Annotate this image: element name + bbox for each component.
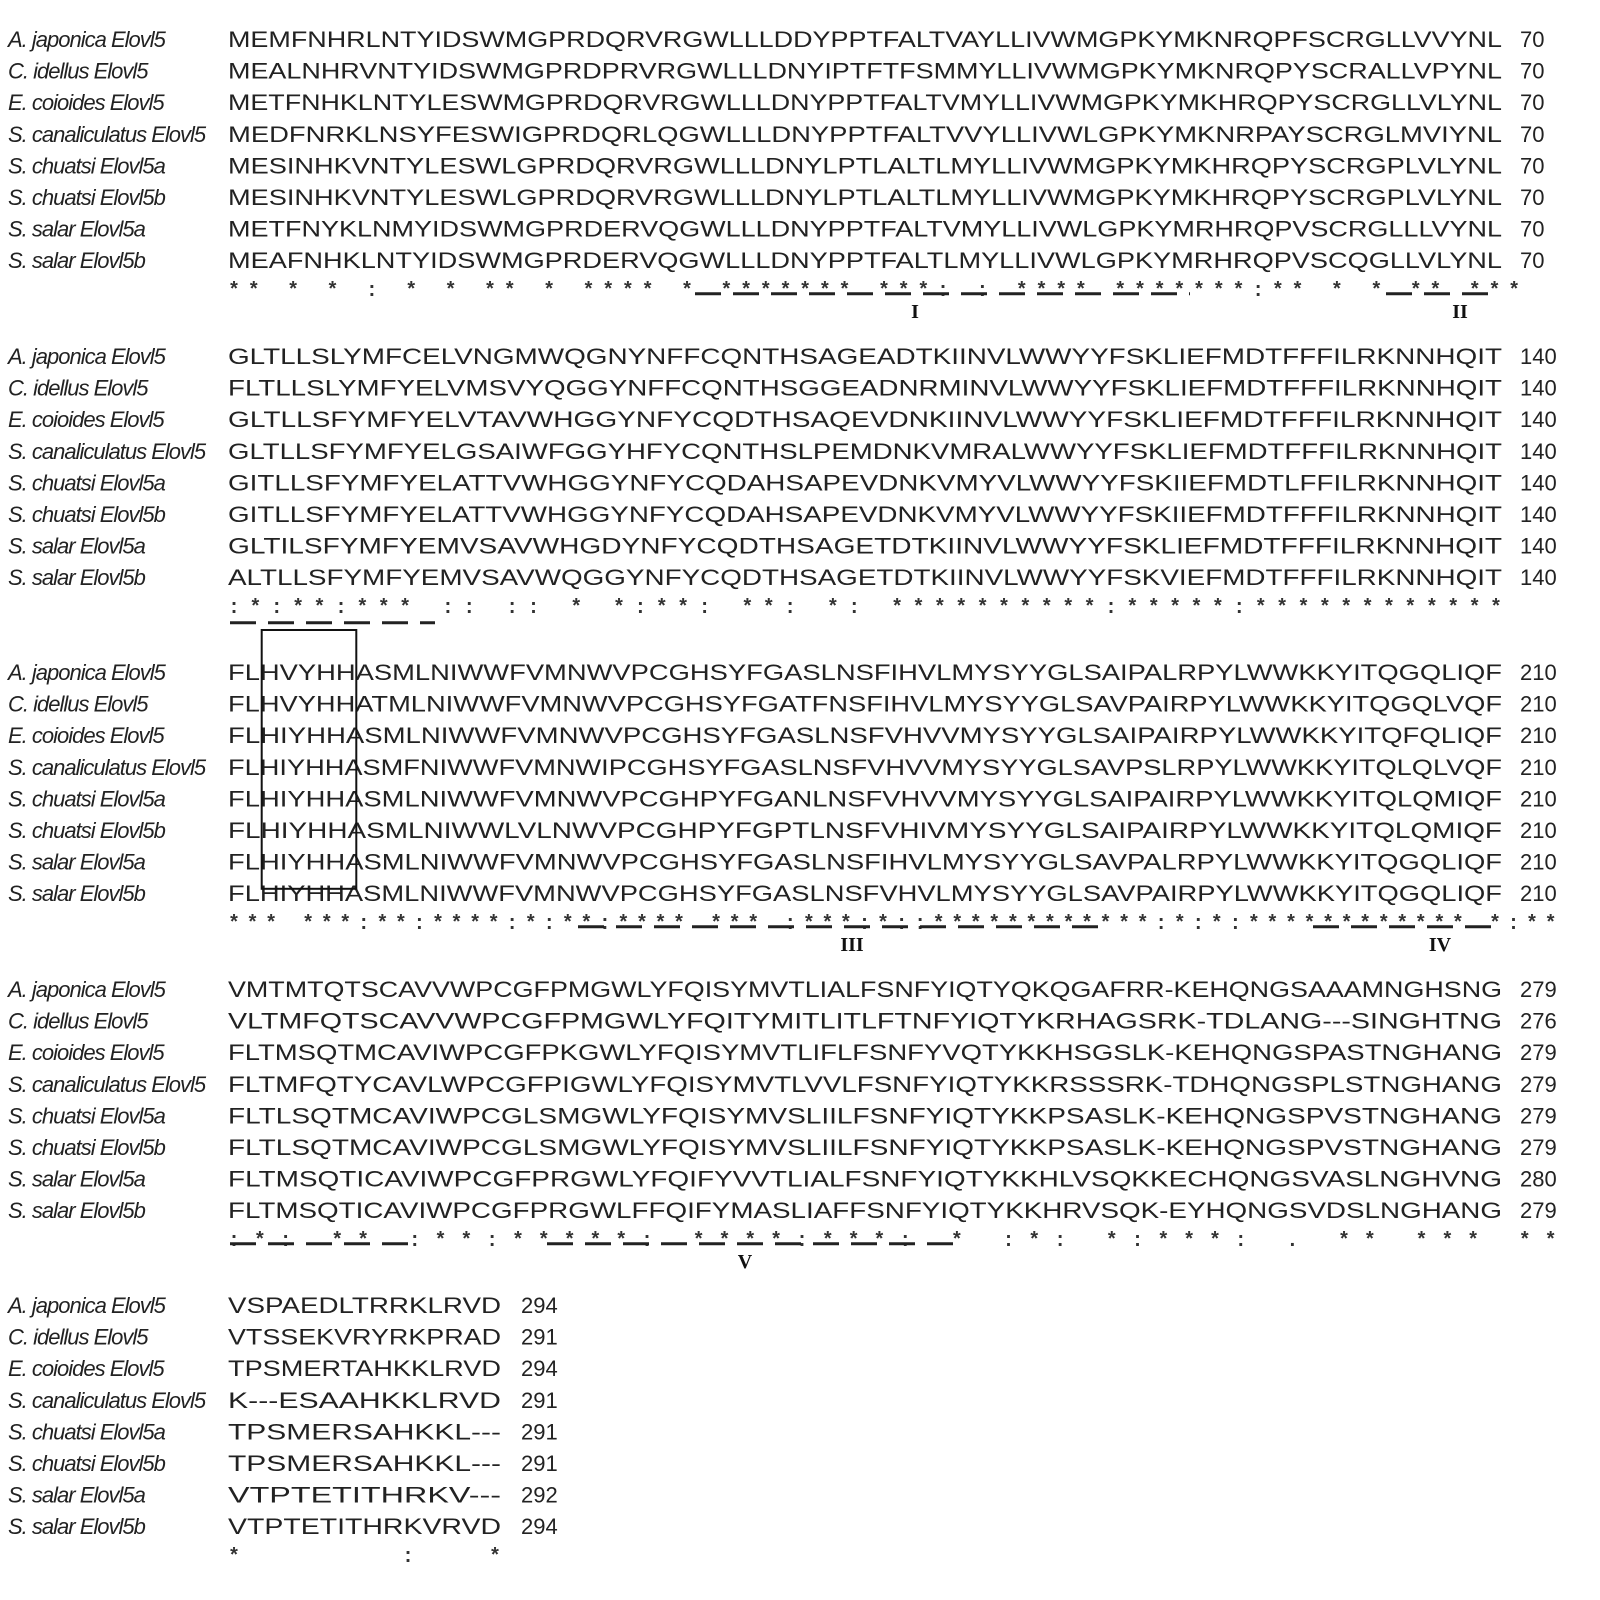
alignment-block-4 bbox=[6, 977, 1557, 1273]
residue-count: 279 bbox=[1520, 1040, 1557, 1066]
sequence: METFNYKLNMYIDSWMGPRDERVQGWLLLDNYPPTFALTVMYLLIVWLGPKYMRHRQPVSCRGLLLVYNL bbox=[228, 216, 1502, 242]
sequence: METFNHKLNTYLESWMGPRDQRVRGWLLLDNYPPTFALTVMYLLIVWMGPKYMKHRQPYSCRGLLVLYNL bbox=[228, 90, 1502, 116]
species-name: S. chuatsi Elovl5a bbox=[8, 470, 165, 496]
sequence: VLTMFQTSCAVVWPCGFPMGWLYFQITYMITLITLFTNFYIQTYKRHAGSRK-TDLANG---SINGHTNG bbox=[228, 1008, 1502, 1034]
sequence: GLTLLSFYMFYELVTAVWHGGYNFYCQDTHSAQEVDNKIINVLWWYYFSKLIEFMDTFFFILRKNNHQIT bbox=[228, 407, 1502, 433]
residue-count: 210 bbox=[1520, 691, 1557, 717]
species-name: S. chuatsi Elovl5b bbox=[8, 818, 165, 843]
species-name: C. idellus Elovl5 bbox=[8, 1324, 148, 1350]
species-name: C. idellus Elovl5 bbox=[8, 1008, 148, 1034]
species-name: S. canaliculatus Elovl5 bbox=[8, 754, 206, 780]
region-label: IV bbox=[1428, 933, 1452, 956]
residue-count: 210 bbox=[1520, 754, 1557, 780]
species-name: S. canaliculatus Elovl5 bbox=[8, 121, 206, 147]
residue-count: 294 bbox=[521, 1356, 558, 1382]
sequence: VMTMTQTSCAVVWPCGFPMGWLYFQISYMVTLIALFSNFYIQTYQKQGAFRR-KEHQNGSAAAMNGHSNG bbox=[228, 977, 1502, 1002]
species-name: S. canaliculatus Elovl5 bbox=[8, 1071, 206, 1097]
species-name: A. japonica Elovl5 bbox=[8, 27, 165, 52]
species-name: E. coioides Elovl5 bbox=[8, 1356, 164, 1382]
species-name: S. salar Elovl5a bbox=[8, 216, 145, 242]
alignment-block-3 bbox=[6, 660, 1557, 956]
species-name: A. japonica Elovl5 bbox=[8, 977, 165, 1002]
sequence: FLTLLSLYMFYELVMSVYQGGYNFFCQNTHSGGEADNRMINVLWWYYFSKLIEFMDTFFFILRKNNHQIT bbox=[228, 375, 1502, 401]
sequence: VSPAEDLTRRKLRVD bbox=[228, 1293, 501, 1318]
conservation-line: :*: ** :**:*****: ****:***: * :*: *:***: . ** *** ** bbox=[228, 1229, 1557, 1253]
residue-count: 140 bbox=[1520, 344, 1557, 369]
residue-count: 291 bbox=[521, 1387, 558, 1413]
sequence: GITLLSFYMFYELATTVWHGGYNFYCQDAHSAPEVDNKVMYVLWWYYFSKIIEFMDTFFFILRKNNHQIT bbox=[228, 502, 1502, 527]
residue-count: 279 bbox=[1520, 1071, 1557, 1097]
residue-count: 70 bbox=[1520, 185, 1545, 210]
residue-count: 140 bbox=[1520, 438, 1557, 464]
sequence: FLTLSQTMCAVIWPCGLSMGWLYFQISYMVSLIILFSNFYIQTYKKPSASLK-KEHQNGSPVSTNGHANG bbox=[228, 1103, 1502, 1129]
species-name: C. idellus Elovl5 bbox=[8, 58, 148, 84]
sequence: TPSMERTAHKKLRVD bbox=[228, 1356, 501, 1382]
species-name: S. salar Elovl5a bbox=[8, 1482, 145, 1508]
residue-count: 210 bbox=[1520, 818, 1557, 843]
residue-count: 210 bbox=[1520, 786, 1557, 812]
alignment-block-5 bbox=[6, 1293, 558, 1569]
species-name: A. japonica Elovl5 bbox=[8, 1293, 165, 1318]
residue-count: 280 bbox=[1520, 1166, 1557, 1192]
residue-count: 294 bbox=[521, 1293, 558, 1318]
conservation-line: ** * * : * * ** * **** * ******* ***: : **** *******:** * * ** *** bbox=[228, 279, 1521, 303]
species-name: S. salar Elovl5b bbox=[8, 1514, 145, 1540]
residue-count: 140 bbox=[1520, 502, 1557, 527]
residue-count: 279 bbox=[1520, 1135, 1557, 1160]
sequence: TPSMERSAHKKL--- bbox=[228, 1451, 501, 1476]
residue-count: 292 bbox=[521, 1482, 558, 1508]
species-name: S. salar Elovl5b bbox=[8, 565, 145, 591]
sequence: GLTLLSLYMFCELVNGMWQGNYNFFCQNTHSAGEADTKIINVLWWYYFSKLIEFMDTFFFILRKNNHQIT bbox=[228, 344, 1502, 369]
species-name: S. chuatsi Elovl5b bbox=[8, 502, 165, 527]
residue-count: 279 bbox=[1520, 977, 1557, 1002]
residue-count: 276 bbox=[1520, 1008, 1557, 1034]
sequence: FLTMSQTMCAVIWPCGFPKGWLYFQISYMVTLIFLFSNFYVQTYKKHSGSLK-KEHQNGSPASTNGHANG bbox=[228, 1040, 1502, 1066]
sequence: GITLLSFYMFYELATTVWHGGYNFYCQDAHSAPEVDNKVMYVLWWYYFSKIIEFMDTLFFILRKNNHQIT bbox=[228, 470, 1502, 496]
residue-count: 70 bbox=[1520, 121, 1545, 147]
sequence: FLHIYHHASMLNIWWFVMNWVPCGHSYFGASLNSFVHVLMYSYYGLSAVPAIRPYLWWKKYITQGQLIQF bbox=[228, 881, 1502, 907]
residue-count: 140 bbox=[1520, 470, 1557, 496]
species-name: S. chuatsi Elovl5a bbox=[8, 153, 165, 179]
species-name: E. coioides Elovl5 bbox=[8, 90, 164, 116]
sequence: MESINHKVNTYLESWLGPRDQRVRGWLLLDNYLPTLALTLMYLLIVWMGPKYMKHRQPYSCRGPLVLYNL bbox=[228, 185, 1502, 210]
conservation-line: * :* bbox=[228, 1545, 501, 1569]
species-name: S. salar Elovl5a bbox=[8, 1166, 145, 1192]
sequence: FLHVYHHATMLNIWWFVMNWVPCGHSYFGATFNSFIHVLMYSYYGLSAVPAIRPYLWWKKYITQGQLVQF bbox=[228, 691, 1502, 717]
sequence: FLHIYHHASMLNIWWFVMNWVPCGHSYFGASLNSFIHVLMYSYYGLSAVPALRPYLWWKKYITQGQLIQF bbox=[228, 849, 1502, 875]
species-name: S. chuatsi Elovl5a bbox=[8, 1103, 165, 1129]
region-label: V bbox=[737, 1250, 753, 1273]
species-name: E. coioides Elovl5 bbox=[8, 407, 164, 433]
sequence: FLHIYHHASMLNIWWLVLNWVPCGHPYFGPTLNSFVHIVMYSYYGLSAIPAIRPYLWWKKYITQLQMIQF bbox=[228, 818, 1502, 843]
residue-count: 70 bbox=[1520, 153, 1545, 179]
species-name: E. coioides Elovl5 bbox=[8, 723, 164, 749]
sequence: FLHIYHHASMFNIWWFVMNWIPCGHSYFGASLNSFVHVVMYSYYGLSAVPSLRPYLWWKKYITQLQLVQF bbox=[228, 754, 1502, 780]
sequence: MEAFNHKLNTYIDSWMGPRDERVQGWLLLDNYPPTFALTLMYLLIVWLGPKYMRHRQPVSCQGLLVLYNL bbox=[228, 248, 1502, 274]
species-name: C. idellus Elovl5 bbox=[8, 691, 148, 717]
species-name: S. chuatsi Elovl5a bbox=[8, 1419, 165, 1445]
residue-count: 70 bbox=[1520, 27, 1545, 52]
residue-count: 294 bbox=[521, 1514, 558, 1540]
residue-count: 210 bbox=[1520, 849, 1557, 875]
species-name: S. salar Elovl5b bbox=[8, 248, 145, 274]
species-name: S. chuatsi Elovl5b bbox=[8, 1451, 165, 1476]
species-name: A. japonica Elovl5 bbox=[8, 660, 165, 685]
residue-count: 210 bbox=[1520, 723, 1557, 749]
residue-count: 291 bbox=[521, 1451, 558, 1476]
region-label: I bbox=[911, 300, 919, 323]
species-name: S. salar Elovl5a bbox=[8, 849, 145, 875]
sequence: GLTILSFYMFYEMVSAVWHGDYNFYCQDTHSAGETDTKIINVLWWYYFSKLIEFMDTFFFILRKNNHQIT bbox=[228, 533, 1502, 559]
species-name: S. salar Elovl5a bbox=[8, 533, 145, 559]
residue-count: 210 bbox=[1520, 660, 1557, 685]
sequence: ALTLLSFYMFYEMVSAVWQGGYNFYCQDTHSAGETDTKIINVLWWYYFSKVIEFMDTFFFILRKNNHQIT bbox=[228, 565, 1502, 591]
residue-count: 291 bbox=[521, 1419, 558, 1445]
sequence: MEMFNHRLNTYIDSWMGPRDQRVRGWLLLDDYPPTFALTVAYLLIVWMGPKYMKNRQPFSCRGLLVVYNL bbox=[228, 27, 1502, 52]
species-name: S. canaliculatus Elovl5 bbox=[8, 438, 206, 464]
residue-count: 70 bbox=[1520, 58, 1545, 84]
species-name: C. idellus Elovl5 bbox=[8, 375, 148, 401]
residue-count: 70 bbox=[1520, 90, 1545, 116]
sequence: VTPTETITHRKVRVD bbox=[228, 1514, 501, 1540]
sequence: FLTMSQTICAVIWPCGFPRGWLFFQIFYMASLIAFFSNFYIQTYKKHRVSQK-EYHQNGSVDSLNGHANG bbox=[228, 1198, 1502, 1224]
sequence: MESINHKVNTYLESWLGPRDQRVRGWLLLDNYLPTLALTLMYLLIVWMGPKYMKHRQPYSCRGPLVLYNL bbox=[228, 153, 1502, 179]
residue-count: 140 bbox=[1520, 407, 1557, 433]
species-name: S. salar Elovl5b bbox=[8, 881, 145, 907]
residue-count: 140 bbox=[1520, 375, 1557, 401]
species-name: E. coioides Elovl5 bbox=[8, 1040, 164, 1066]
alignment-block-2 bbox=[6, 344, 1557, 623]
conservation-line: *** ***:**:****:*:**:**** *** :***:*::************:*:*:************ *:** bbox=[228, 912, 1557, 936]
sequence: K---ESAAHKKLRVD bbox=[228, 1387, 501, 1413]
alignment-block-1 bbox=[6, 27, 1544, 323]
sequence: MEALNHRVNTYIDSWMGPRDPRVRGWLLLDNYIPTFTFSMMYLLIVWMGPKYMKNRQPYSCRALLVPYNL bbox=[228, 58, 1502, 84]
conservation-line: :*:**:*** :: :: * *:**: **: *: **********:*****:************ bbox=[228, 596, 1502, 620]
species-name: S. chuatsi Elovl5b bbox=[8, 185, 165, 210]
residue-count: 140 bbox=[1520, 533, 1557, 559]
sequence: FLTLSQTMCAVIWPCGLSMGWLYFQISYMVSLIILFSNFYIQTYKKPSASLK-KEHQNGSPVSTNGHANG bbox=[228, 1135, 1502, 1160]
sequence: MEDFNRKLNSYFESWIGPRDQRLQGWLLLDNYPPTFALTVVYLLIVWLGPKYMKNRPAYSCRGLMVIYNL bbox=[228, 121, 1502, 147]
species-name: S. chuatsi Elovl5a bbox=[8, 786, 165, 812]
sequence: FLTMFQTYCAVLWPCGFPIGWLYFQISYMVTLVVLFSNFYIQTYKKRSSSRK-TDHQNGSPLSTNGHANG bbox=[228, 1071, 1502, 1097]
region-label: II bbox=[1452, 300, 1468, 323]
sequence: FLTMSQTICAVIWPCGFPRGWLYFQIFYVVTLIALFSNFYIQTYKKHLVSQKKECHQNGSVASLNGHVNG bbox=[228, 1166, 1502, 1192]
residue-count: 210 bbox=[1520, 881, 1557, 907]
sequence: VTPTETITHRKV--- bbox=[228, 1482, 501, 1508]
residue-count: 140 bbox=[1520, 565, 1557, 591]
residue-count: 291 bbox=[521, 1324, 558, 1350]
residue-count: 279 bbox=[1520, 1198, 1557, 1224]
sequence: TPSMERSAHKKL--- bbox=[228, 1419, 501, 1445]
residue-count: 70 bbox=[1520, 248, 1545, 274]
region-label: III bbox=[840, 933, 864, 956]
residue-count: 279 bbox=[1520, 1103, 1557, 1129]
species-name: S. chuatsi Elovl5b bbox=[8, 1135, 165, 1160]
species-name: S. canaliculatus Elovl5 bbox=[8, 1387, 206, 1413]
sequence: FLHVYHHASMLNIWWFVMNWVPCGHSYFGASLNSFIHVLMYSYYGLSAIPALRPYLWWKKYITQGQLIQF bbox=[228, 660, 1502, 685]
sequence: GLTLLSFYMFYELGSAIWFGGYHFYCQNTHSLPEMDNKVMRALWWYYFSKLIEFMDTFFFILRKNNHQIT bbox=[228, 438, 1502, 464]
species-name: S. salar Elovl5b bbox=[8, 1198, 145, 1224]
residue-count: 70 bbox=[1520, 216, 1545, 242]
sequence: VTSSEKVRYRKPRAD bbox=[228, 1324, 501, 1350]
sequence: FLHIYHHASMLNIWWFVMNWVPCGHSYFGASLNSFVHVVMYSYYGLSAIPAIRPYLWWKKYITQFQLIQF bbox=[228, 723, 1502, 749]
sequence: FLHIYHHASMLNIWWFVMNWVPCGHPYFGANLNSFVHVVMYSYYGLSAIPAIRPYLWWKKYITQLQMIQF bbox=[228, 786, 1502, 812]
species-name: A. japonica Elovl5 bbox=[8, 344, 165, 369]
